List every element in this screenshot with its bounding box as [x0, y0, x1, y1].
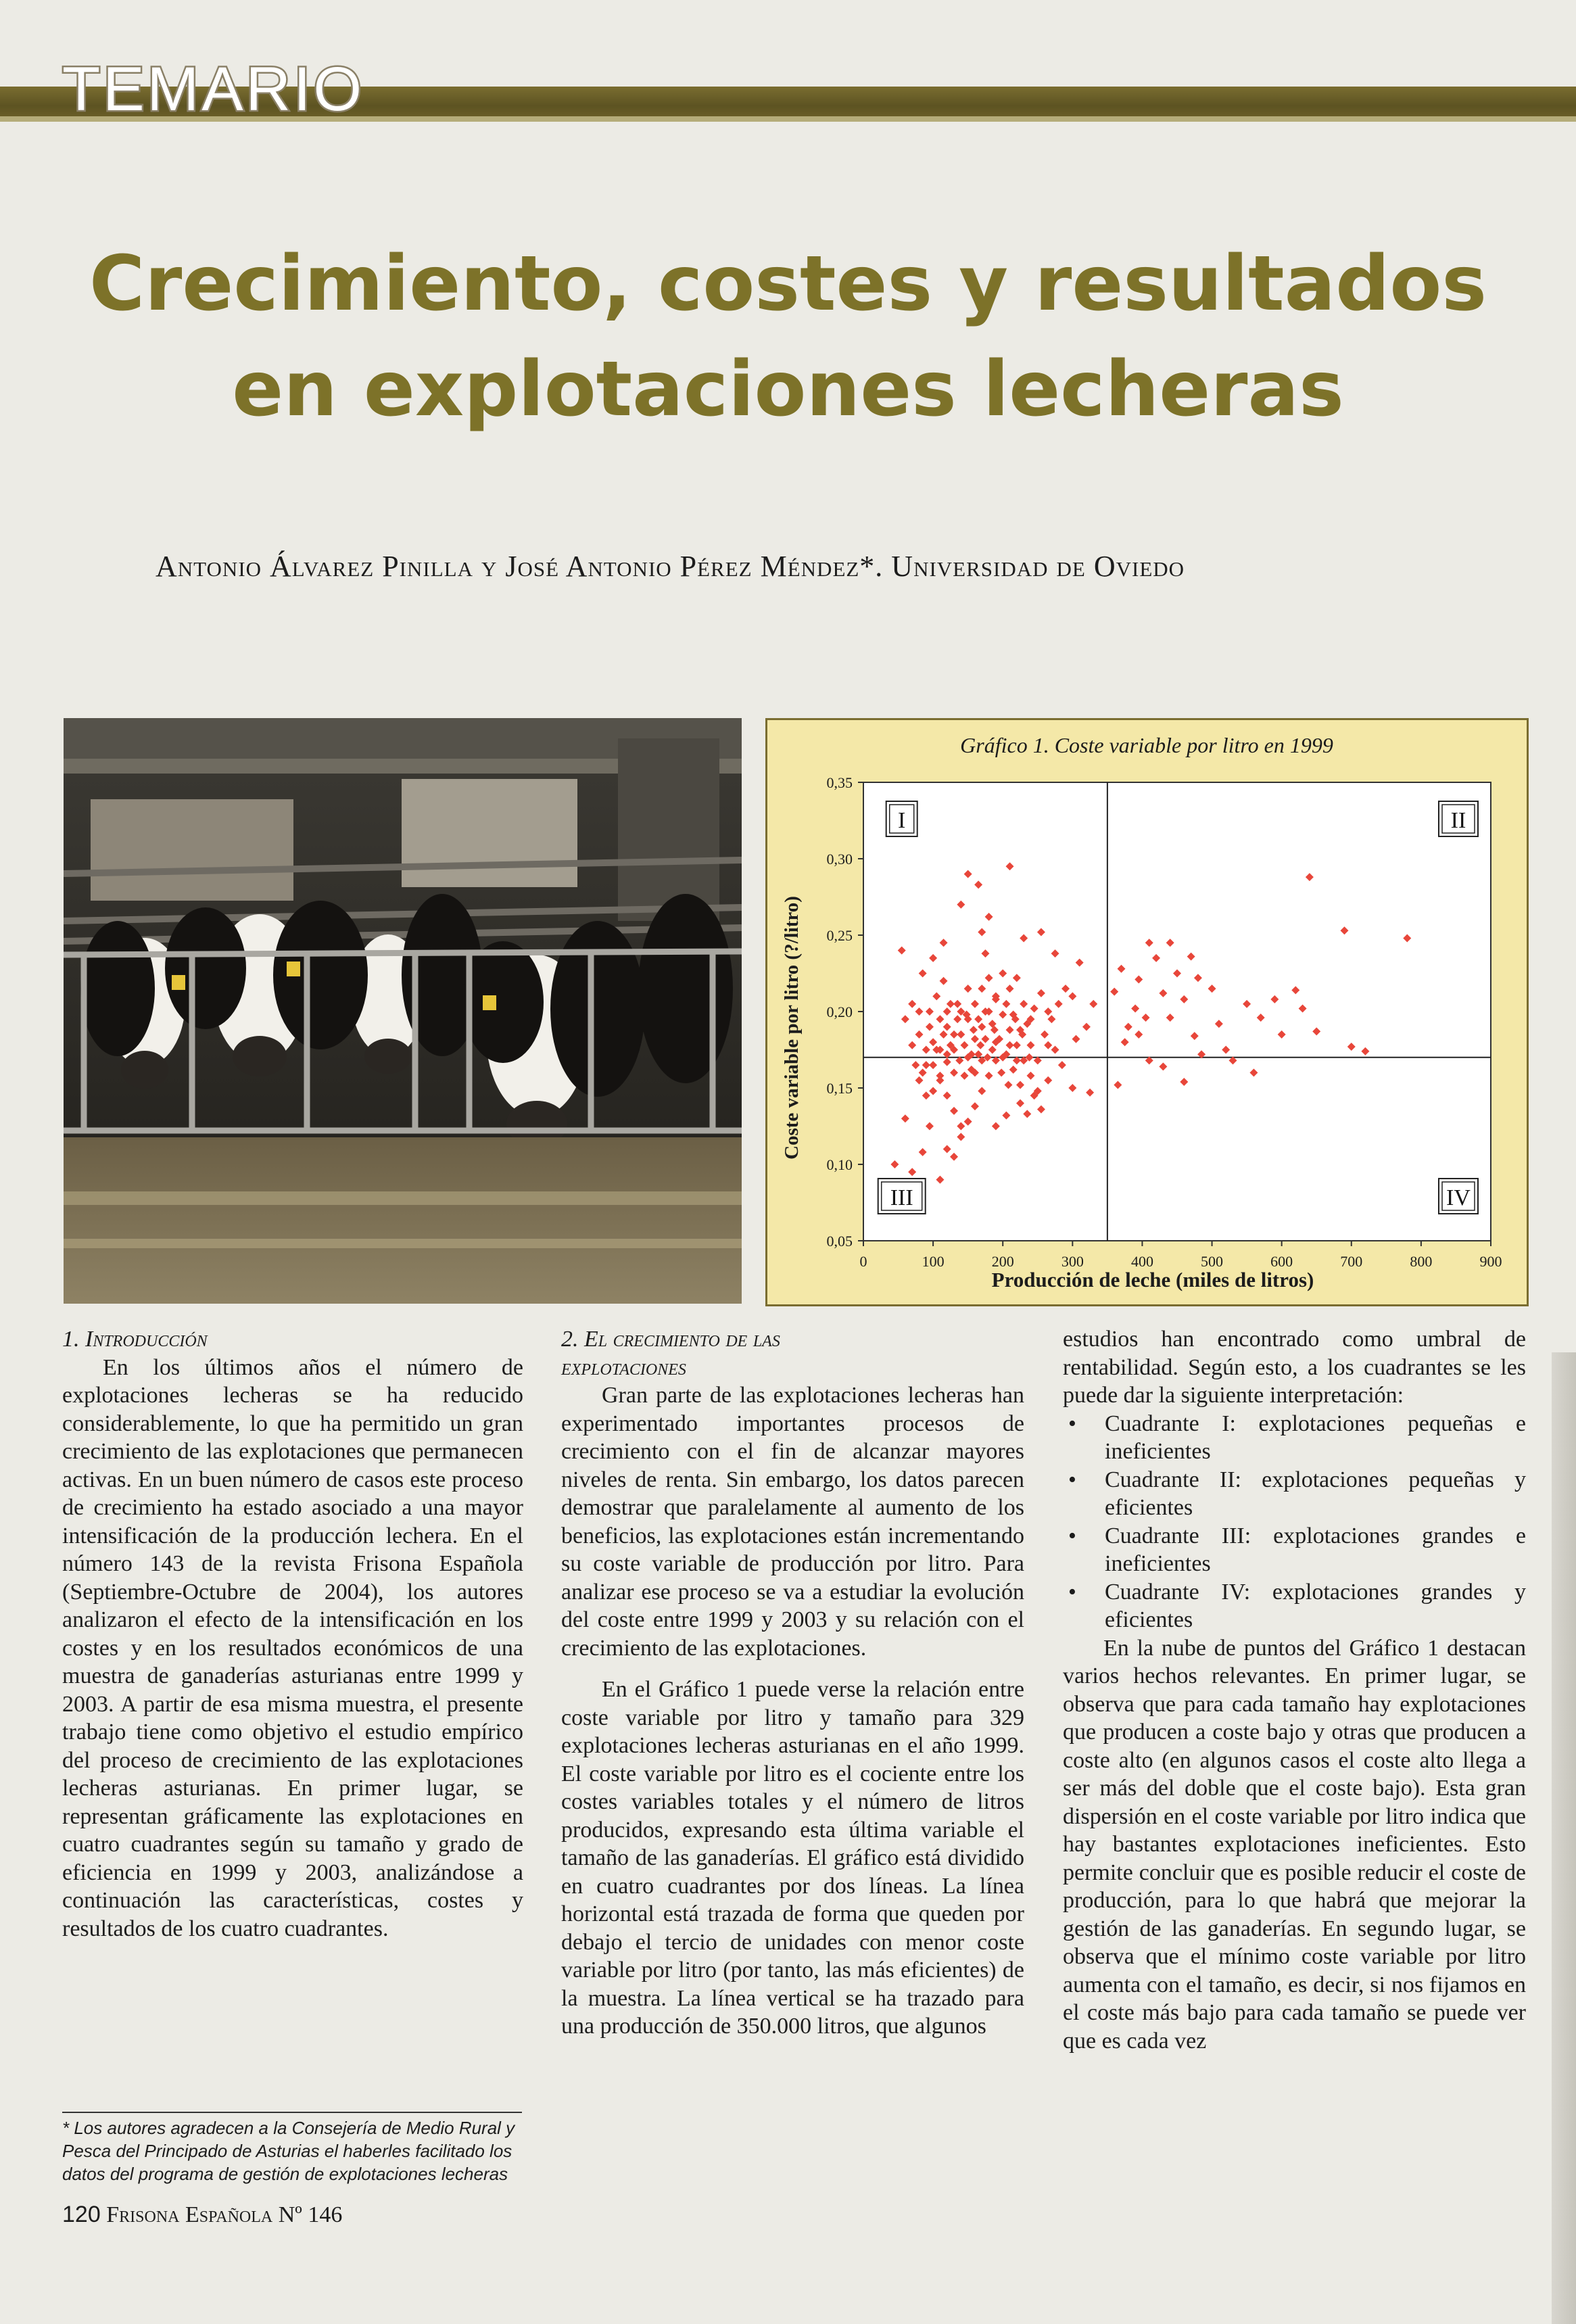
quadrant-label: II — [1450, 808, 1466, 833]
y-axis-label: Coste variable por litro (?/litro) — [781, 896, 803, 1160]
y-tick-label: 0,30 — [826, 851, 853, 868]
y-tick-label: 0,15 — [826, 1080, 853, 1097]
y-tick-label: 0,25 — [826, 927, 853, 944]
x-tick-label: 700 — [1340, 1253, 1363, 1270]
footnote: * Los autores agradecen a la Consejería de Medio Rural y Pesca del Principado de Asturias el haberles facilitado los datos del programa de gestión de explotaciones lecheras — [62, 2118, 515, 2184]
paragraph: estudios han encontrado como umbral de rentabilidad. Según esto, a los cuadrantes se les puede dar la siguiente interpretación: — [1063, 1327, 1526, 1408]
scatter-chart — [767, 720, 1527, 1304]
magazine-name: Frisona Española — [106, 2202, 273, 2227]
section-heading-growth: 2. El crecimiento de las explotaciones — [561, 1327, 780, 1380]
paragraph: En los últimos años el número de explotaciones lecheras se ha reducido considerablemente, lo que ha permitido un gran crecimiento de las explotaciones que permanecen activas. En un buen número de casos este proceso de crecimiento ha estado asociado a una mayor intensificación de la producción lechera. En el número 143 de la revista Frisona Española (Septiembre-Octubre de 2004), los autores analizaron el efecto de la intensificación en los costes y en los resultados económicos de una muestra de ganaderías asturianas entre 1999 y 2003. A partir de esa misma muestra, el presente trabajo tiene como objetivo el estudio empírico del proceso de crecimiento de las explotaciones lecheras asturianas. En primer lugar, se representan gráficamente las explotaciones en cuatro cuadrantes según su tamaño y grado de eficiencia en 1999 y 2003, analizándose a continuación las características, costes y resultados de los cuatro cuadrantes. — [62, 1354, 523, 1941]
section-heading-introduction: 1. Introducción — [62, 1327, 208, 1352]
text-column-3 — [1063, 1325, 1526, 2055]
x-tick-label: 400 — [1130, 1253, 1153, 1270]
issue-number: Nº 146 — [278, 2202, 343, 2227]
article-authors: Antonio Álvarez Pinilla y José Antonio Pérez Méndez*. Universidad de Oviedo — [156, 550, 1185, 583]
article-title-line-2: en explotaciones lecheras — [232, 346, 1344, 433]
quadrant-label: IV — [1446, 1185, 1471, 1210]
list-item: • Cuadrante II: explotaciones pequeñas y eficientes — [1063, 1466, 1526, 1522]
page-number: 120 — [62, 2202, 101, 2227]
list-item: • Cuadrante III: explotaciones grandes e ineficientes — [1063, 1522, 1526, 1578]
y-tick-label: 0,05 — [826, 1233, 853, 1250]
x-axis-label: Producción de leche (miles de litros) — [991, 1268, 1314, 1291]
x-tick-label: 900 — [1479, 1253, 1502, 1270]
x-tick-label: 800 — [1410, 1253, 1433, 1270]
text-column-1 — [62, 1325, 523, 1943]
article-title-line-1: Crecimiento, costes y resultados — [89, 240, 1487, 328]
x-tick-label: 600 — [1270, 1253, 1293, 1270]
footnote-rule — [62, 2112, 522, 2113]
quadrant-label: III — [890, 1185, 913, 1210]
y-tick-label: 0,35 — [826, 774, 853, 791]
y-tick-label: 0,20 — [826, 1003, 853, 1020]
page-edge-shadow — [1552, 1352, 1576, 2324]
quadrant-label: I — [898, 808, 906, 833]
x-tick-label: 100 — [922, 1253, 945, 1270]
y-tick-label: 0,10 — [826, 1156, 853, 1173]
section-label: TEMARIO — [62, 55, 365, 124]
scatter-chart-panel — [765, 718, 1529, 1306]
x-tick-label: 200 — [991, 1253, 1014, 1270]
paragraph: En la nube de puntos del Gráfico 1 destacan varios hechos relevantes. En primer lugar, se observa que para cada tamaño hay explotaciones que producen a coste bajo y otras que producen a coste alto (en algunos casos el coste alto llega a ser más del doble que el coste bajo). Esta gran dispersión en el coste variable por litro indica que hay bastantes explotaciones ineficientes. Esto permite concluir que es posible reducir el coste de producción, para lo que habrá que mejorar la gestión de las ganaderías. En segundo lugar, se observa que el mínimo coste variable por litro aumenta con el tamaño, es decir, si nos fijamos en el coste más bajo para cada tamaño se puede ver que es cada vez — [1063, 1635, 1526, 2054]
paragraph: En el Gráfico 1 puede verse la relación entre coste variable por litro y tamaño para 329 explotaciones lecheras asturianas en el año 1999. El coste variable por litro es el cociente entre los costes variables totales y el número de litros producidos, expresando esta última variable el tamaño de las ganaderías. El gráfico está dividido en cuatro cuadrantes por dos líneas. La línea horizontal está trazada de forma que queden por debajo el tercio de unidades con menor coste variable por litro (por tanto, las más eficientes) de la muestra. La línea vertical se ha trazado para una producción de 350.000 litros, que algunos — [561, 1677, 1024, 2039]
list-item: • Cuadrante IV: explotaciones grandes y eficientes — [1063, 1578, 1526, 1634]
quadrant-list — [1063, 1410, 1526, 1634]
list-item: • Cuadrante I: explotaciones pequeñas e ineficientes — [1063, 1410, 1526, 1466]
x-tick-label: 500 — [1201, 1253, 1224, 1270]
text-column-2 — [561, 1325, 1024, 2041]
x-tick-label: 0 — [859, 1253, 867, 1270]
chart-title: Gráfico 1. Coste variable por litro en 1999 — [960, 733, 1333, 757]
cow-photo — [64, 718, 742, 1304]
x-tick-label: 300 — [1061, 1253, 1084, 1270]
page-footer — [62, 2202, 342, 2228]
paragraph: Gran parte de las explotaciones lecheras han experimentado importantes procesos de crecimiento con el fin de alcanzar mayores niveles de renta. Sin embargo, los datos parecen demostrar que paralelamente al aumento de los beneficios, las explotaciones están incrementando su coste variable de producción por litro. Para analizar ese proceso se va a estudiar la evolución del coste entre 1999 y 2003 y su relación con el crecimiento de las explotaciones. — [561, 1383, 1024, 1661]
